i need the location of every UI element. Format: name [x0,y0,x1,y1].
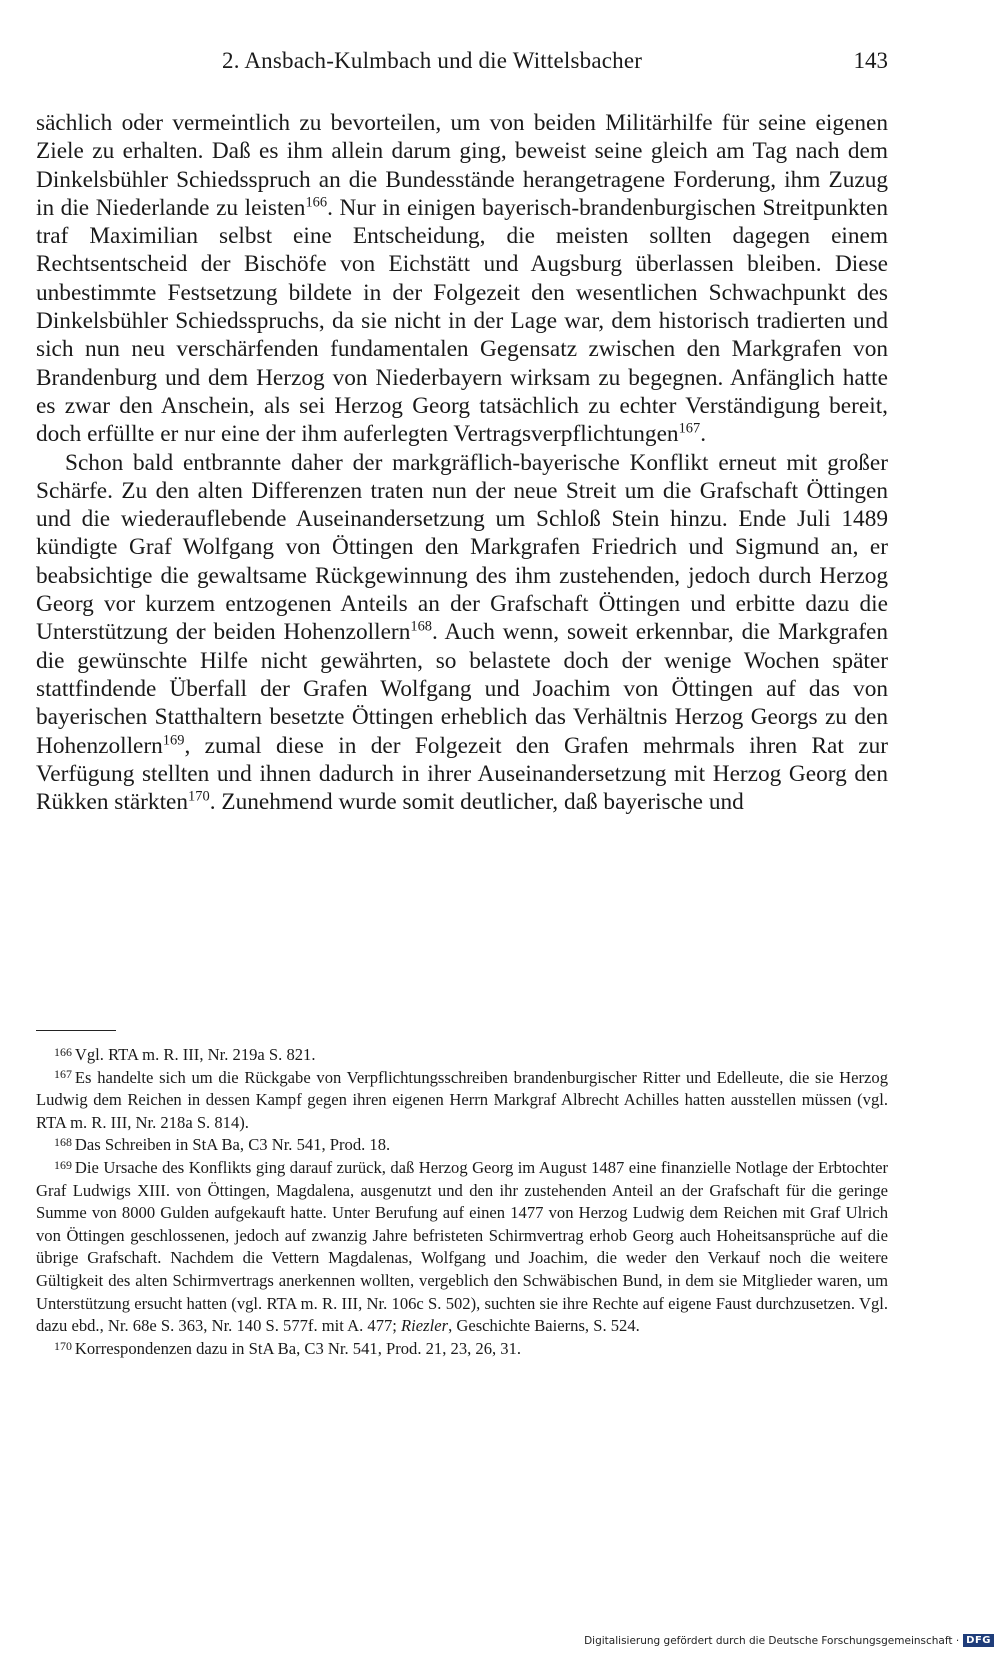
footnote-ref-168[interactable]: 168 [410,618,432,635]
footnote-ref-167[interactable]: 167 [678,420,701,437]
footnote-168 [36,1134,888,1157]
footnote-separator [36,1030,116,1031]
credit-text: Digitalisierung gefördert durch die Deutsche Forschungsgemeinschaft · [584,1634,960,1647]
paragraph-text: sächlich oder vermeintlich zu bevorteilen, um von beiden Militärhilfe für seine eigenen Ziele zu erhalten. Daß es ihm allein darum ging, beweist seine gleich am Tag nach dem Dinkelsbühler Schiedsspruch an die Bundesstände herangetragene Forderung, ihm Zuzug in die Niederlande zu leisten [36,110,888,221]
page-number: 143 [853,48,888,73]
paragraph-text: . Nur in einigen bayerisch-brandenburgischen Streitpunkten traf Maximilian selbst eine Entscheidung, die meisten sollten dagegen einem Rechtsentscheid der Bischöfe von Eichstätt und Augsburg überlassen bleiben. Diese unbestimmte Festsetzung bildete in der Folgezeit den wesentlichen Schwachpunkt des Dinkelsbühler Schiedsspruchs, da sie nicht in der Lage war, dem historisch tradierten und sich nun neu verschärfenden fundamentalen Gegensatz zwischen den Markgrafen von Brandenburg und dem Herzog von Niederbayern wirksam zu begegnen. Anfänglich hatte es zwar den Anschein, als sei Herzog Georg tatsächlich zu echter Verständigung bereit, doch erfüllte er nur eine der ihm auferlegten Vertragsverpflichtungen [36,194,889,448]
footnote-166 [36,1044,888,1067]
footnote-author-italic: Riezler [401,1316,449,1336]
footnote-text-tail: , Geschichte Baierns, S. 524. [448,1316,640,1336]
footnote-text: Vgl. RTA m. R. III, Nr. 219a S. 821. [74,1045,316,1064]
digitization-credit [584,1634,994,1647]
footnote-text: Die Ursache des Konflikts ging darauf zurück, daß Herzog Georg im August 1487 eine finanzielle Notlage der Erbtochter Graf Ludwigs XIII. von Öttingen, Magdalena, ausgenutzt und den ihr zustehenden Anteil an der Grafschaft für die geringe Summe von 8000 Gulden aufgekauft hatte. Unter Berufung auf einen 1477 von Herzog Ludwig dem Reichen mit Graf Ulrich von Öttingen geschlossenen, jedoch auf zwanzig Jahre befristeten Schirmvertrag erhob Georg auch Hoheitsansprüche auf die übrige Grafschaft. Nachdem die Vettern Magdalenas, Wolfgang und Joachim, die weder den Verkauf noch die weitere Gültigkeit des alten Schirmvertrags anerkennen wollten, vergeblich den Schwäbischen Bund, in dem sie Mitglieder waren, um Unterstützung ersucht hatten (vgl. RTA m. R. III, Nr. 106c S. 502), suchten sie ihre Rechte auf eigene Faust durchzusetzen. Vgl. dazu ebd., Nr. 68e S. 363, Nr. 140 S. 577f. mit A. 477; [36,1157,888,1336]
footnote-number: 167 [54,1067,72,1082]
paragraph-text: . [700,421,707,448]
footnote-167 [36,1067,888,1135]
dfg-logo[interactable]: DFG [963,1634,994,1647]
footnote-text: Es handelte sich um die Rückgabe von Verpflichtungsschreiben brandenburgischer Ritter und Edelleute, die sie Herzog Ludwig dem Reichen in dessen Kampf gegen ihren eigenen Herrn Markgraf Albrecht Achilles hatten ausstellen müssen (vgl. RTA m. R. III, Nr. 218a S. 814). [36,1067,888,1132]
footnote-170 [36,1338,888,1361]
footnote-169 [36,1157,888,1338]
footnote-number: 168 [54,1135,72,1150]
footnote-ref-166[interactable]: 166 [305,194,328,211]
footnotes [36,1044,888,1360]
footnote-text: Das Schreiben in StA Ba, C3 Nr. 541, Prod. 18. [74,1135,391,1155]
paragraph-1 [36,109,888,449]
paragraph-text: , zumal diese in der Folgezeit den Grafen mehrmals ihren Rat zur Verfügung stellten und ihnen dadurch in ihrer Auseinandersetzung mit Herzog Georg den Rükken stärkten [36,732,888,816]
footnote-number: 166 [54,1044,72,1059]
paragraph-text: Schon bald entbrannte daher der markgräflich-bayerische Konflikt erneut mit großer Schärfe. Zu den alten Differenzen traten nun der neue Streit um die Grafschaft Öttingen und die wiederauflebende Auseinandersetzung um Schloß Stein hinzu. Ende Juli 1489 kündigte Graf Wolfgang von Öttingen den Markgrafen Friedrich und Sigmund an, er beabsichtige die gewaltsame Rückgewinnung des ihm zustehenden, jedoch durch Herzog Georg vor kurzem entzogenen Anteils an der Grafschaft Öttingen und erbitte dazu die Unterstützung der beiden Hohenzollern [36,449,888,646]
footnote-number: 169 [54,1157,72,1172]
paragraph-2 [36,449,888,817]
page-header [36,48,888,80]
paragraph-text: . Zunehmend wurde somit deutlicher, daß bayerische und [209,789,744,816]
footnote-ref-170[interactable]: 170 [188,788,210,805]
running-head: 2. Ansbach-Kulmbach und die Wittelsbacher [222,48,643,73]
footnote-text: Korrespondenzen dazu in StA Ba, C3 Nr. 541, Prod. 21, 23, 26, 31. [74,1338,522,1358]
footnote-ref-169[interactable]: 169 [162,731,185,748]
paragraph-text: . Auch wenn, soweit erkennbar, die Markgrafen die gewünschte Hilfe nicht gewährten, so belastete doch der wenige Wochen später stattfindende Überfall der Grafen Wolfgang und Joachim von Öttingen auf das von bayerischen Statthaltern besetzte Öttingen erheblich das Verhältnis Herzog Georgs zu den Hohenzollern [36,619,888,759]
footnote-number: 170 [54,1338,72,1353]
body-text [36,109,888,816]
